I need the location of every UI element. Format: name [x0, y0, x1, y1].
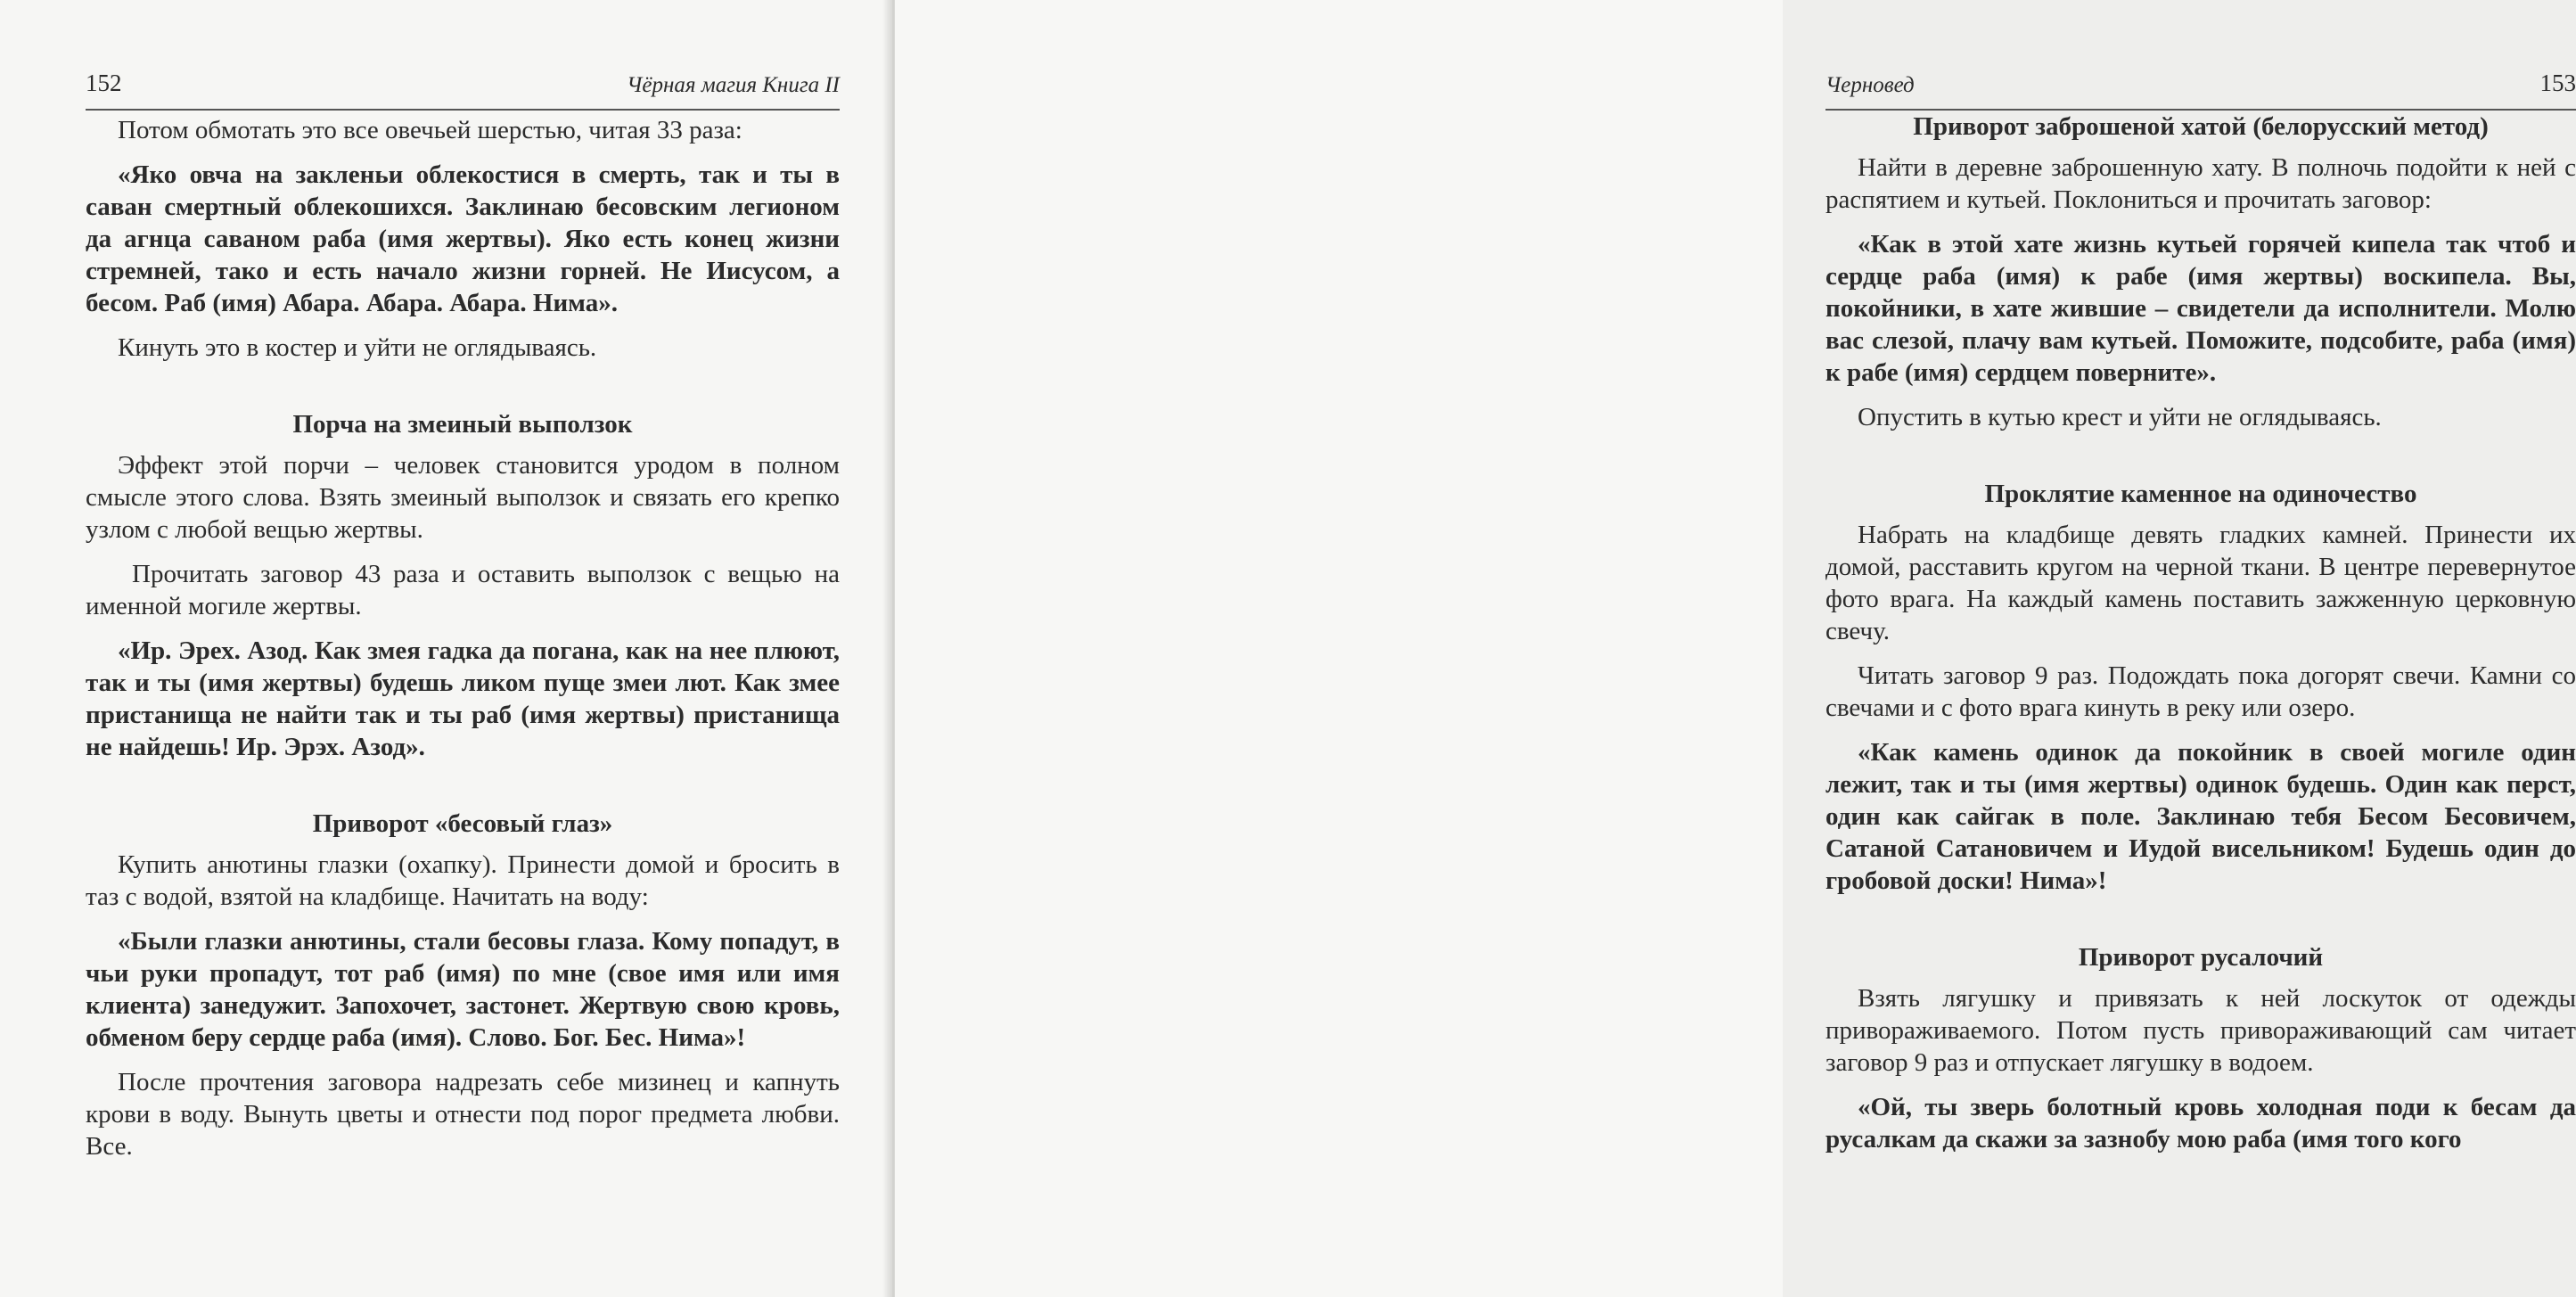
- paragraph: Читать заговор 9 раз. Подождать пока догорят свечи. Камни со свечами и с фото врага кинуть в реку или озеро.: [1825, 661, 2576, 722]
- paragraph: После прочтения заговора надрезать себе мизинец и капнуть крови в воду. Вынуть цветы и отнести под порог предмета любви. Все.: [86, 1068, 840, 1161]
- page-number: 153: [2539, 70, 2576, 96]
- section-heading: Приворот заброшеной хатой (белорусский метод): [1913, 112, 2489, 141]
- paragraph: Потом обмотать это все овечьей шерстью, читая 33 раза:: [118, 116, 742, 144]
- paragraph: Кинуть это в костер и уйти не оглядываясь.: [118, 333, 597, 362]
- incantation: «Яко овча на закленьи облекостися в смерть, так и ты в саван смертный облекошихся. Заклинаю бесовским легионом да агнца саваном раба (имя жертвы). Яко есть конец жизни стремней, тако и есть начало жизни горней. Не Иисусом, а бесом. Раб (имя) Абара. Абара. Абара. Нима».: [86, 160, 840, 317]
- paragraph: Эффект этой порчи – человек становится уродом в полном смысле этого слова. Взять змеиный выползок и связать его крепко узлом с любой вещью жертвы.: [86, 451, 840, 544]
- page-number: 152: [86, 70, 122, 96]
- section-heading: Приворот «бесовый глаз»: [312, 809, 613, 838]
- paragraph: Купить анютины глазки (охапку). Принести домой и бросить в таз с водой, взятой на кладбище. Начитать на воду:: [86, 850, 840, 911]
- paragraph: Опустить в кутью крест и уйти не оглядываясь.: [1858, 403, 2382, 431]
- paragraph: Найти в деревне заброшенную хату. В полночь подойти к ней с распятием и кутьей. Поклониться и прочитать заговор:: [1825, 153, 2576, 214]
- section-heading: Приворот русалочий: [2078, 943, 2324, 972]
- section-heading: Проклятие каменное на одиночество: [1984, 480, 2417, 508]
- right-page: [895, 0, 2576, 1297]
- incantation: «Ир. Эрех. Азод. Как змея гадка да погана, как на нее плюют, так и ты (имя жертвы) будешь ликом пуще змеи лют. Как змее пристанища не найти так и ты раб (имя жертвы) пристанища не найдешь! Ир. Эрэх. Азод».: [86, 636, 840, 761]
- incantation: «Как в этой хате жизнь кутьей горячей кипела так чтоб и сердце раба (имя) к рабе (имя жертвы) воскипела. Вы, покойники, в хате жившие – свидетели да исполнители. Молю вас слезой, плачу вам кутьей. Поможите, подсобите, раба (имя) к рабе (имя) сердцем поверните».: [1825, 230, 2576, 387]
- section-heading: Порча на змеиный выползок: [292, 410, 633, 439]
- right-text-column: [1825, 111, 2576, 1168]
- left-text-column: [86, 114, 840, 1175]
- right-page-header: [1825, 70, 2576, 111]
- running-head: Черновед: [1825, 73, 1915, 97]
- left-page-header: [86, 70, 840, 111]
- incantation: «Как камень одинок да покойник в своей могиле один лежит, так и ты (имя жертвы) одинок будешь. Один как перст, один как сайгак в поле. Заклинаю тебя Бесом Бесовичем, Сатаной Сатановичем и Иудой висельником! Будешь один до гробовой доски! Нима»!: [1825, 738, 2576, 895]
- running-head: Чёрная магия Книга II: [627, 73, 840, 97]
- incantation: «Ой, ты зверь болотный кровь холодная поди к бесам да русалкам да скажи за зазнобу мою раба (имя того кого: [1825, 1093, 2576, 1153]
- paragraph: Прочитать заговор 43 раза и оставить выползок с вещью на именной могиле жертвы.: [86, 560, 840, 620]
- paragraph: Взять лягушку и привязать к ней лоскуток от одежды привораживаемого. Потом пусть привораживающий сам читает заговор 9 раз и отпускает лягушку в водоем.: [1825, 984, 2576, 1077]
- paragraph: Набрать на кладбище девять гладких камней. Принести их домой, расставить кругом на черной ткани. В центре перевернутое фото врага. На каждый камень поставить зажженную церковную свечу.: [1825, 521, 2576, 645]
- incantation: «Были глазки анютины, стали бесовы глаза. Кому попадут, в чьи руки пропадут, тот раб (имя) по мне (свое имя или имя клиента) занедужит. Запохочет, застонет. Жертвую свою кровь, обменом беру сердце раба (имя). Слово. Бог. Бес. Нима»!: [86, 927, 840, 1052]
- left-page: [0, 0, 888, 1297]
